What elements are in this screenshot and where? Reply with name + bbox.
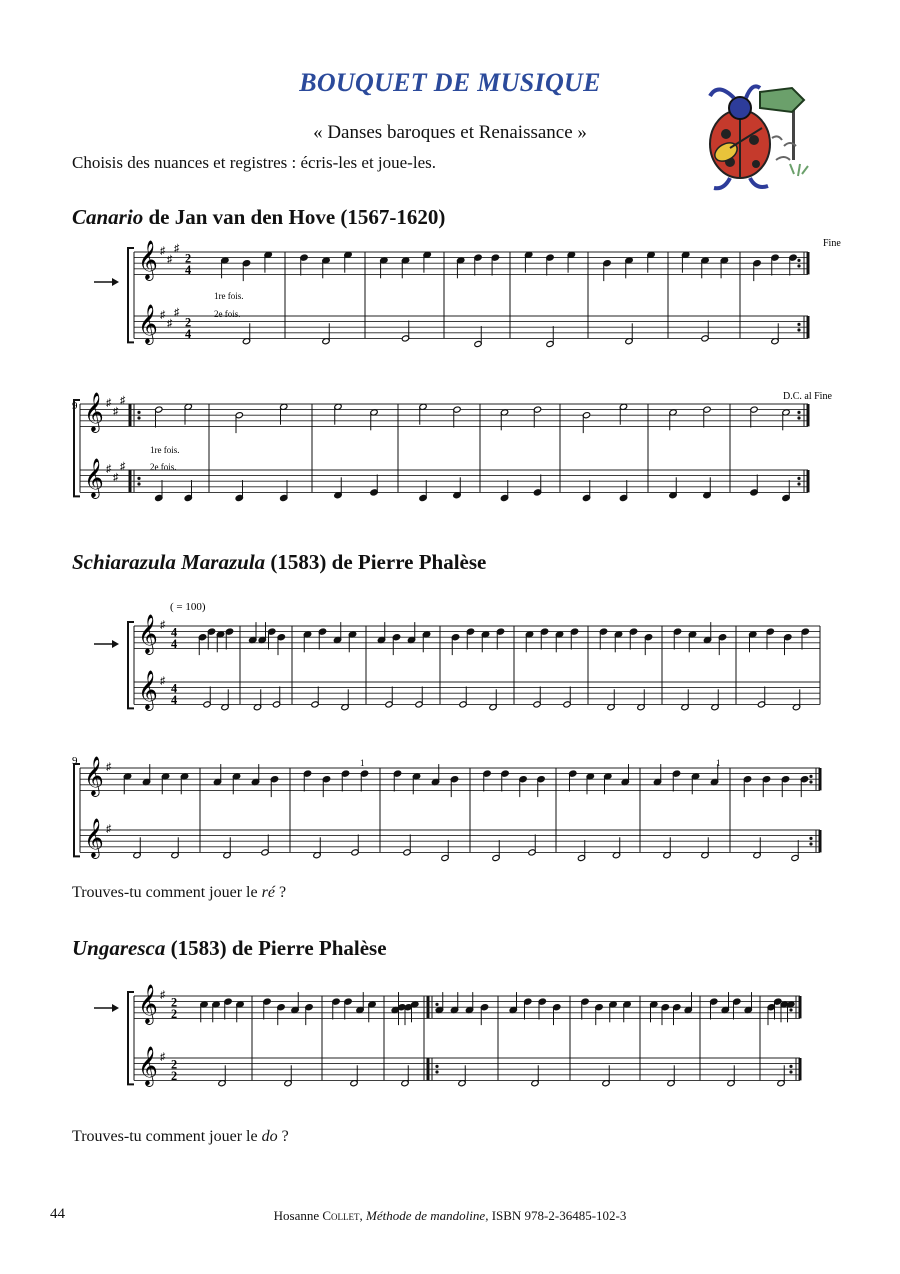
note (180, 773, 188, 794)
note (348, 631, 356, 652)
note (332, 998, 340, 1019)
note (422, 631, 430, 652)
note (322, 776, 330, 797)
note (691, 773, 699, 794)
note (784, 634, 792, 655)
question-re: Trouves-tu comment jouer le ré ? (72, 884, 287, 901)
note (171, 837, 179, 858)
note (341, 689, 349, 710)
note (350, 1065, 358, 1086)
note (750, 406, 758, 427)
note (313, 837, 321, 858)
sharp-icon: ♯ (106, 762, 112, 774)
time-signature-bottom: 2 (171, 1006, 178, 1021)
note (744, 992, 752, 1013)
note (629, 628, 637, 649)
note (457, 257, 465, 278)
note (223, 837, 231, 858)
note (599, 628, 607, 649)
tempo-mark: ( = 100) (170, 601, 206, 613)
note (203, 686, 211, 707)
note (481, 631, 489, 652)
sharp-icon: ♯ (120, 395, 126, 407)
time-signature-bottom: 4 (185, 326, 192, 341)
note (647, 251, 655, 272)
note (500, 480, 508, 501)
note (701, 837, 709, 858)
note (277, 1004, 285, 1025)
note (525, 631, 533, 652)
note (198, 634, 206, 655)
note (762, 776, 770, 797)
note (483, 770, 491, 791)
treble-clef-icon: 𝄞 (84, 820, 104, 858)
note (663, 837, 671, 858)
note (431, 764, 439, 785)
sharp-icon: ♯ (113, 472, 119, 484)
note (453, 477, 461, 498)
note (625, 257, 633, 278)
note (450, 776, 458, 797)
note (684, 992, 692, 1013)
note (711, 689, 719, 710)
time-signature-top: 4 (171, 681, 178, 696)
note (581, 998, 589, 1019)
note (595, 1004, 603, 1025)
note (411, 1001, 419, 1022)
staff-lines (80, 830, 820, 852)
first-ending-label-2: 1re fois. (150, 445, 180, 455)
note (451, 634, 459, 655)
note (509, 992, 517, 1013)
sharp-icon: ♯ (160, 246, 166, 258)
note (242, 323, 250, 344)
note (546, 254, 554, 275)
measure-number: 9 (72, 400, 78, 412)
score-ungaresca (0, 978, 900, 1108)
note (750, 474, 758, 495)
staff-lines (134, 626, 820, 648)
note (586, 773, 594, 794)
time-signature-top: 4 (171, 625, 178, 640)
note (787, 1001, 795, 1022)
note (263, 998, 271, 1019)
note (441, 840, 449, 861)
treble-clef-icon: 𝄞 (138, 672, 158, 710)
note (218, 1065, 226, 1086)
note (540, 628, 548, 649)
note (322, 323, 330, 344)
note (743, 776, 751, 797)
treble-clef-icon: 𝄞 (138, 616, 158, 654)
treble-clef-icon: 𝄞 (138, 986, 158, 1024)
note (569, 770, 577, 791)
question-do: Trouves-tu comment jouer le do ? (72, 1128, 289, 1145)
note (216, 631, 224, 652)
note (221, 689, 229, 710)
sharp-icon: ♯ (106, 824, 112, 836)
note (253, 689, 261, 710)
measure-number: 9 (72, 755, 78, 767)
note (407, 622, 415, 643)
note (537, 776, 545, 797)
note (753, 260, 761, 281)
note (458, 1065, 466, 1086)
note (582, 480, 590, 501)
staff-lines (134, 682, 820, 704)
note (133, 837, 141, 858)
first-ending-label: 1re fois. (214, 291, 244, 301)
note (681, 689, 689, 710)
note (577, 840, 585, 861)
note (619, 480, 627, 501)
note (251, 764, 259, 785)
note (524, 998, 532, 1019)
treble-clef-icon: 𝄞 (138, 306, 158, 344)
note (393, 770, 401, 791)
note (235, 480, 243, 501)
sharp-icon: ♯ (160, 676, 166, 688)
note (305, 1004, 313, 1025)
note (609, 1001, 617, 1022)
fine-mark: Fine (823, 238, 841, 249)
arrow-icon (94, 278, 119, 286)
note (370, 474, 378, 495)
note (224, 998, 232, 1019)
note (492, 840, 500, 861)
note (249, 622, 257, 643)
system-bracket (128, 248, 134, 342)
note (603, 260, 611, 281)
note (453, 406, 461, 427)
page-subtitle: « Danses baroques et Renaissance » (313, 122, 587, 143)
note (221, 257, 229, 278)
note (300, 254, 308, 275)
sharp-icon: ♯ (160, 620, 166, 632)
note (334, 403, 342, 424)
note (533, 686, 541, 707)
note (667, 1065, 675, 1086)
note (291, 992, 299, 1013)
note (491, 254, 499, 275)
note (419, 480, 427, 501)
page-number: 44 (50, 1206, 65, 1222)
instruction-text: Choisis des nuances et registres : écris-les et joue-les. (72, 153, 436, 172)
note (368, 1001, 376, 1022)
fingering-mark: 1 (360, 758, 365, 768)
note (673, 628, 681, 649)
note (757, 686, 765, 707)
section-title-canario: Canario de Jan van den Hove (1567-1620) (72, 205, 446, 229)
note (800, 776, 808, 797)
note (563, 686, 571, 707)
treble-clef-icon: 𝄞 (138, 1048, 158, 1086)
note (322, 257, 330, 278)
note (496, 628, 504, 649)
note (489, 689, 497, 710)
note (184, 480, 192, 501)
note (401, 257, 409, 278)
note (661, 1004, 669, 1025)
note (474, 326, 482, 347)
section-title-schiarazula: Schiarazula Marazula (1583) de Pierre Phalèse (72, 550, 487, 574)
note (480, 1004, 488, 1025)
note (419, 403, 427, 424)
note (582, 412, 590, 433)
note (351, 834, 359, 855)
note (710, 998, 718, 1019)
sharp-icon: ♯ (167, 318, 173, 330)
sharp-icon: ♯ (106, 398, 112, 410)
note (360, 770, 368, 791)
note (268, 628, 276, 649)
treble-clef-icon: 𝄞 (84, 460, 104, 498)
system-bracket (74, 764, 80, 856)
note (602, 1065, 610, 1086)
note (344, 998, 352, 1019)
time-signature-bottom: 4 (171, 636, 178, 651)
note (703, 406, 711, 427)
note (801, 628, 809, 649)
note (403, 834, 411, 855)
second-ending-label: 2e fois. (214, 309, 241, 319)
note (161, 773, 169, 794)
note (644, 634, 652, 655)
note (614, 631, 622, 652)
note (673, 1004, 681, 1025)
note (727, 1065, 735, 1086)
note (771, 323, 779, 344)
staff-lines (80, 768, 820, 790)
note (213, 764, 221, 785)
note (303, 770, 311, 791)
note (538, 998, 546, 1019)
note (749, 631, 757, 652)
note (531, 1065, 539, 1086)
time-signature-top: 2 (171, 1057, 178, 1072)
note (623, 1001, 631, 1022)
note (232, 773, 240, 794)
note (682, 251, 690, 272)
note (474, 254, 482, 275)
note (721, 992, 729, 1013)
note (789, 254, 797, 275)
arrow-icon (94, 640, 119, 648)
time-signature-top: 2 (185, 251, 192, 266)
note (123, 773, 131, 794)
note (637, 689, 645, 710)
note (334, 477, 342, 498)
note (553, 1004, 561, 1025)
note (567, 251, 575, 272)
note (500, 409, 508, 430)
note (466, 628, 474, 649)
note (703, 477, 711, 498)
sharp-icon: ♯ (174, 243, 180, 255)
time-signature-bottom: 4 (171, 692, 178, 707)
note (142, 764, 150, 785)
second-ending-label-2: 2e fois. (150, 462, 177, 472)
note (235, 412, 243, 433)
note (703, 622, 711, 643)
note (258, 622, 266, 643)
score-schiarazula (0, 596, 900, 876)
ladybug-mandolin-signpost-icon (700, 78, 820, 198)
note (280, 403, 288, 424)
note (392, 634, 400, 655)
note (344, 251, 352, 272)
note (782, 409, 790, 430)
note (380, 257, 388, 278)
note (212, 1001, 220, 1022)
note (155, 406, 163, 427)
note (753, 837, 761, 858)
time-signature-top: 2 (185, 315, 192, 330)
note (653, 764, 661, 785)
sharp-icon: ♯ (167, 254, 173, 266)
note (777, 1065, 785, 1086)
system-bracket (74, 400, 80, 496)
sharp-icon: ♯ (120, 461, 126, 473)
note (570, 628, 578, 649)
score-canario (0, 236, 900, 566)
note (303, 631, 311, 652)
time-signature-top: 2 (171, 995, 178, 1010)
note (533, 474, 541, 495)
treble-clef-icon: 𝄞 (84, 394, 104, 432)
note (270, 776, 278, 797)
time-signature-bottom: 2 (171, 1068, 178, 1083)
note (781, 776, 789, 797)
note (528, 834, 536, 855)
note (710, 764, 718, 785)
note (669, 477, 677, 498)
note (771, 254, 779, 275)
note (791, 840, 799, 861)
note (519, 776, 527, 797)
sharp-icon: ♯ (174, 307, 180, 319)
section-title-ungaresca: Ungaresca (1583) de Pierre Phalèse (72, 936, 387, 960)
sharp-icon: ♯ (113, 406, 119, 418)
system-bracket (128, 622, 134, 708)
time-signature-bottom: 4 (185, 262, 192, 277)
note (242, 260, 250, 281)
note (284, 1065, 292, 1086)
note (280, 480, 288, 501)
note (277, 634, 285, 655)
note (435, 992, 443, 1013)
note (385, 686, 393, 707)
note (200, 1001, 208, 1022)
sharp-icon: ♯ (160, 1052, 166, 1064)
note (688, 631, 696, 652)
note (207, 628, 215, 649)
note (782, 480, 790, 501)
note (607, 689, 615, 710)
note (465, 992, 473, 1013)
note (341, 770, 349, 791)
note (401, 1065, 409, 1086)
note (184, 403, 192, 424)
note (672, 770, 680, 791)
note (155, 480, 163, 501)
note (501, 770, 509, 791)
sharp-icon: ♯ (106, 464, 112, 476)
note (701, 257, 709, 278)
note (766, 628, 774, 649)
note (272, 686, 280, 707)
sharp-icon: ♯ (160, 310, 166, 322)
treble-clef-icon: 𝄞 (138, 242, 158, 280)
note (625, 323, 633, 344)
page-title: BOUQUET DE MUSIQUE (299, 68, 601, 97)
note (792, 689, 800, 710)
note (701, 320, 709, 341)
note (555, 631, 563, 652)
note (415, 686, 423, 707)
note (261, 834, 269, 855)
arrow-icon (94, 1004, 119, 1012)
system-bracket (128, 992, 134, 1084)
note (718, 634, 726, 655)
sharp-icon: ♯ (160, 990, 166, 1002)
note (423, 251, 431, 272)
note (450, 992, 458, 1013)
note (370, 409, 378, 430)
note (533, 406, 541, 427)
note (720, 257, 728, 278)
note (236, 1001, 244, 1022)
note (525, 251, 533, 272)
note (733, 998, 741, 1019)
note (650, 1001, 658, 1022)
treble-clef-icon: 𝄞 (84, 758, 104, 796)
staff-lines (80, 470, 808, 492)
dc-mark: D.C. al Fine (783, 391, 832, 402)
note (621, 764, 629, 785)
note (401, 320, 409, 341)
note (333, 622, 341, 643)
staff-lines (134, 316, 808, 338)
note (669, 409, 677, 430)
note (412, 773, 420, 794)
note (546, 326, 554, 347)
note (264, 251, 272, 272)
note (356, 992, 364, 1013)
note (459, 686, 467, 707)
note (311, 686, 319, 707)
note (377, 622, 385, 643)
note (604, 773, 612, 794)
note (225, 628, 233, 649)
footer-citation: Hosanne Collet, Méthode de mandoline, ISBN 978-2-36485-102-3 (273, 1208, 627, 1223)
fingering-mark: 1 (716, 758, 721, 768)
note (318, 628, 326, 649)
staff-lines (134, 252, 808, 274)
note (619, 403, 627, 424)
note (612, 837, 620, 858)
